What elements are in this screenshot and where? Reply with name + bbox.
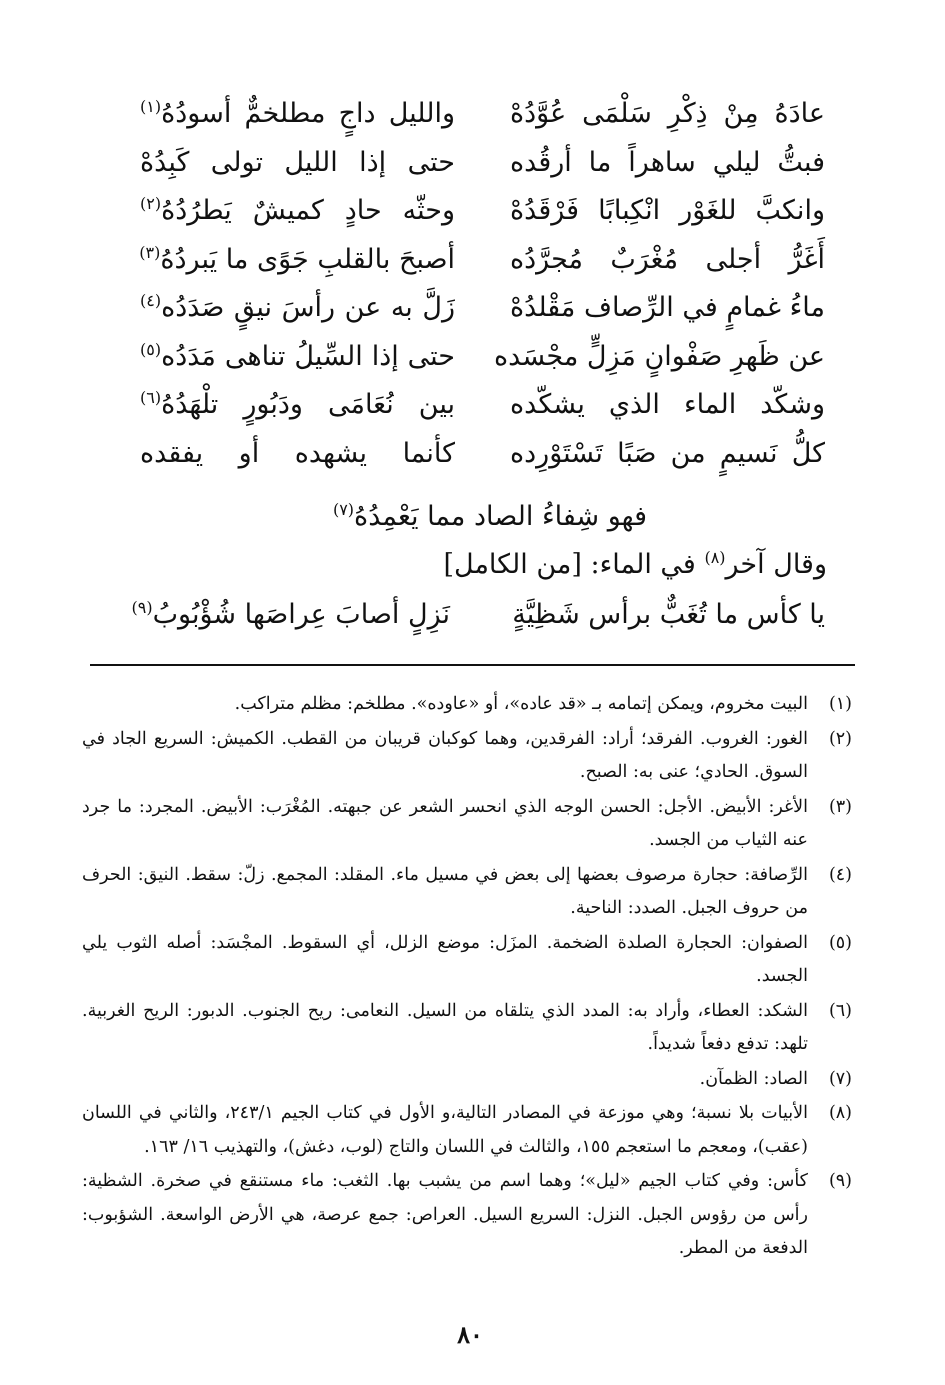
footnote-ref-4: (٤): [140, 291, 162, 310]
verse-2-second-hemistich: [140, 141, 455, 185]
verse-3-second-hemistich: [140, 189, 455, 233]
footnote-ref-6: (٦): [140, 388, 162, 407]
footnote-text: الأبيات بلا نسبة؛ وهي موزعة في المصادر التالية،و الأول في كتاب الجيم ٢٤٣/١، والثاني في اللسان (عقب)، ومعجم ما استعجم ١٥٥، والثالث في اللسان والتاج (لوب، دغش)، والتهذيب ١٦/ ١٦٣.: [82, 1103, 808, 1157]
verse-3-second-text: وحثّه حادٍ كميشٌ يَطرُدُهُ: [161, 195, 455, 226]
footnote-7: [82, 1063, 852, 1097]
footnotes-block: [82, 688, 852, 1267]
footnote-text: الغور: الغروب. الفرقد؛ أراد: الفرقدين، وهما كوكبان قريبان من القطب. الكميش: السريع الجاد في السوق. الحادي؛ عنى به: الصبح.: [82, 728, 808, 782]
footnote-4: [82, 859, 852, 926]
footnote-number: (٤): [828, 864, 852, 885]
footnote-9: [82, 1165, 852, 1266]
verse-4-second-hemistich: [140, 238, 455, 282]
verse-5-second-hemistich: [140, 286, 455, 330]
footnote-text: كأس: وفي كتاب الجيم «ليل»؛ وهما اسم من يشبب بها. الثغب: ماء مستنقع في صخرة. الشظية: رأس من رؤوس الجبل. النزل: السريع السيل. العراص: جمع عرصة، هي الأرض الواسعة. الشؤبوب: الدفعة من المطر.: [82, 1171, 808, 1258]
footnote-number: (٥): [828, 932, 852, 953]
second-poem-first-hemistich: يا كأس ما تُغَبٌّ برأس شَظِيَّةٍ: [512, 599, 825, 630]
verse-5-first-hemistich: ماءُ غمامٍ في الرِّصاف مَقْلدُهْ: [510, 292, 825, 323]
footnote-separator: [90, 664, 855, 666]
verse-7: [140, 383, 825, 432]
verse-7-second-text: بين نُعَامَى ودَبُورٍ تلْهَدُهُ: [161, 389, 455, 420]
second-poem-verse: [131, 593, 825, 637]
intro-text-after: في الماء: [من الكامل]: [443, 549, 705, 580]
footnote-number: (٨): [828, 1103, 852, 1123]
verse-5-second-text: زَلَّ به عن رأسَ نيقٍ صَدَدُه: [161, 292, 455, 323]
verse-4-second-text: أصبحَ بالقلبِ جَوًى ما يَبردُهُ: [160, 243, 455, 275]
verse-2-first-hemistich: فبتُّ ليلي ساهراً ما أرقُده: [510, 146, 825, 178]
verse-6-second-text: حتى إذا السِّيلُ تناهى مَدَدُه: [161, 340, 455, 372]
verse-7-first-hemistich: وشكّد الماء الذي يشكّده: [510, 389, 825, 420]
footnote-8: [82, 1097, 852, 1164]
verse-2-second-text: حتى إذا الليل تولى كَبِدُهْ: [140, 146, 455, 178]
footnote-number: (٣): [828, 796, 852, 817]
verse-8: [140, 432, 825, 481]
footnote-1: [82, 688, 852, 722]
verse-1-first-hemistich: عادَهُ مِنْ ذِكْرِ سَلْمَى عُوَّدُهْ: [510, 98, 825, 129]
intro-line: [443, 543, 827, 587]
second-poem-second-text: نَزِلٍ أصابَ عِراصَها شُؤْبُوبُ: [152, 599, 450, 630]
verse-6: [140, 335, 825, 384]
footnote-ref-3: (٣): [139, 242, 161, 262]
verse-2: [140, 141, 825, 190]
footnote-ref-2: (٢): [140, 194, 162, 213]
verse-1-second-hemistich: [140, 92, 455, 136]
footnote-text: الأغر: الأبيض. الأجل: الحسن الوجه الذي انحسر الشعر عن جبهته. المُغْرَب: الأبيض. المجرد: ما جرد عنه الثياب من الجسد.: [82, 796, 808, 850]
verse-4-first-hemistich: أَغَرُّ أجلى مُغْرَبٌ مُجرَّدُه: [510, 243, 825, 275]
poem-block: [140, 92, 825, 480]
footnote-text: الصاد: الظمآن.: [699, 1068, 808, 1089]
intro-text-before: وقال آخر: [725, 549, 827, 580]
single-verse-text: فهو شِفاءُ الصاد مما يَعْمِدُهُ: [354, 501, 648, 532]
footnote-3: [82, 791, 852, 858]
verse-1-second-text: والليل داجٍ مطلخمٌّ أسودُهُ: [161, 98, 455, 129]
verse-6-second-hemistich: [140, 335, 455, 379]
footnote-number: (٩): [828, 1171, 852, 1191]
footnote-number: (٧): [828, 1068, 852, 1089]
footnote-text: الشكد: العطاء، وأراد به: المدد الذي يتلقاه من السيل. النعامى: ريح الجنوب. الدبور: الريح الغربية. تلهد: تدفع دفعاً شديداً.: [82, 1000, 808, 1054]
verse-8-second-hemistich: [140, 432, 455, 476]
footnote-ref-1: (١): [140, 97, 162, 116]
footnote-ref-9: (٩): [131, 598, 153, 617]
footnote-ref-8: (٨): [704, 548, 726, 567]
footnote-5: [82, 927, 852, 994]
footnote-text: الصفوان: الحجارة الصلدة الضخمة. المزَل: موضع الزلل، أي السقوط. المجْسَد: أصله الثوب يلي الجسد.: [82, 932, 808, 986]
footnote-ref-7: (٧): [332, 500, 355, 519]
footnote-number: (٦): [828, 1000, 852, 1021]
verse-3-first-hemistich: وانكبَّ للغَوْر انْكِبابًا فَرْقَدُهْ: [510, 195, 825, 226]
verse-4: [140, 238, 825, 287]
page-number: ٨٠: [457, 1320, 483, 1349]
footnote-6: [82, 995, 852, 1062]
verse-1: [140, 92, 825, 141]
verse-8-second-text: كأنما يشهده أو يفقده: [140, 437, 455, 469]
footnote-number: (٢): [828, 728, 852, 749]
verse-8-first-hemistich: كلُّ نَسيمٍ من صَبًا تَسْتَوْرِده: [510, 437, 825, 469]
verse-5: [140, 286, 825, 335]
footnote-2: [82, 723, 852, 790]
verse-3: [140, 189, 825, 238]
footnote-text: الرِّصافة: حجارة مرصوف بعضها إلى بعض في مسيل ماء. المقلد: المجمع. زلّ: سقط. النيق: الحرف من حروف الجبل. الصدد: الناحية.: [82, 864, 808, 918]
second-poem-second-hemistich: [131, 593, 450, 637]
footnote-number: (١): [828, 694, 852, 714]
footnote-ref-5: (٥): [140, 339, 162, 359]
verse-7-second-hemistich: [140, 383, 455, 427]
single-verse: [310, 495, 670, 539]
footnote-text: البيت مخروم، ويمكن إتمامه بـ «قد عاده»، أو «عاوده». مطلخم: مظلم متراكب.: [234, 694, 808, 714]
verse-6-first-hemistich: عن ظَهرِ صَفْوانٍ مَزِلٍّ مجْسَده: [494, 340, 825, 372]
